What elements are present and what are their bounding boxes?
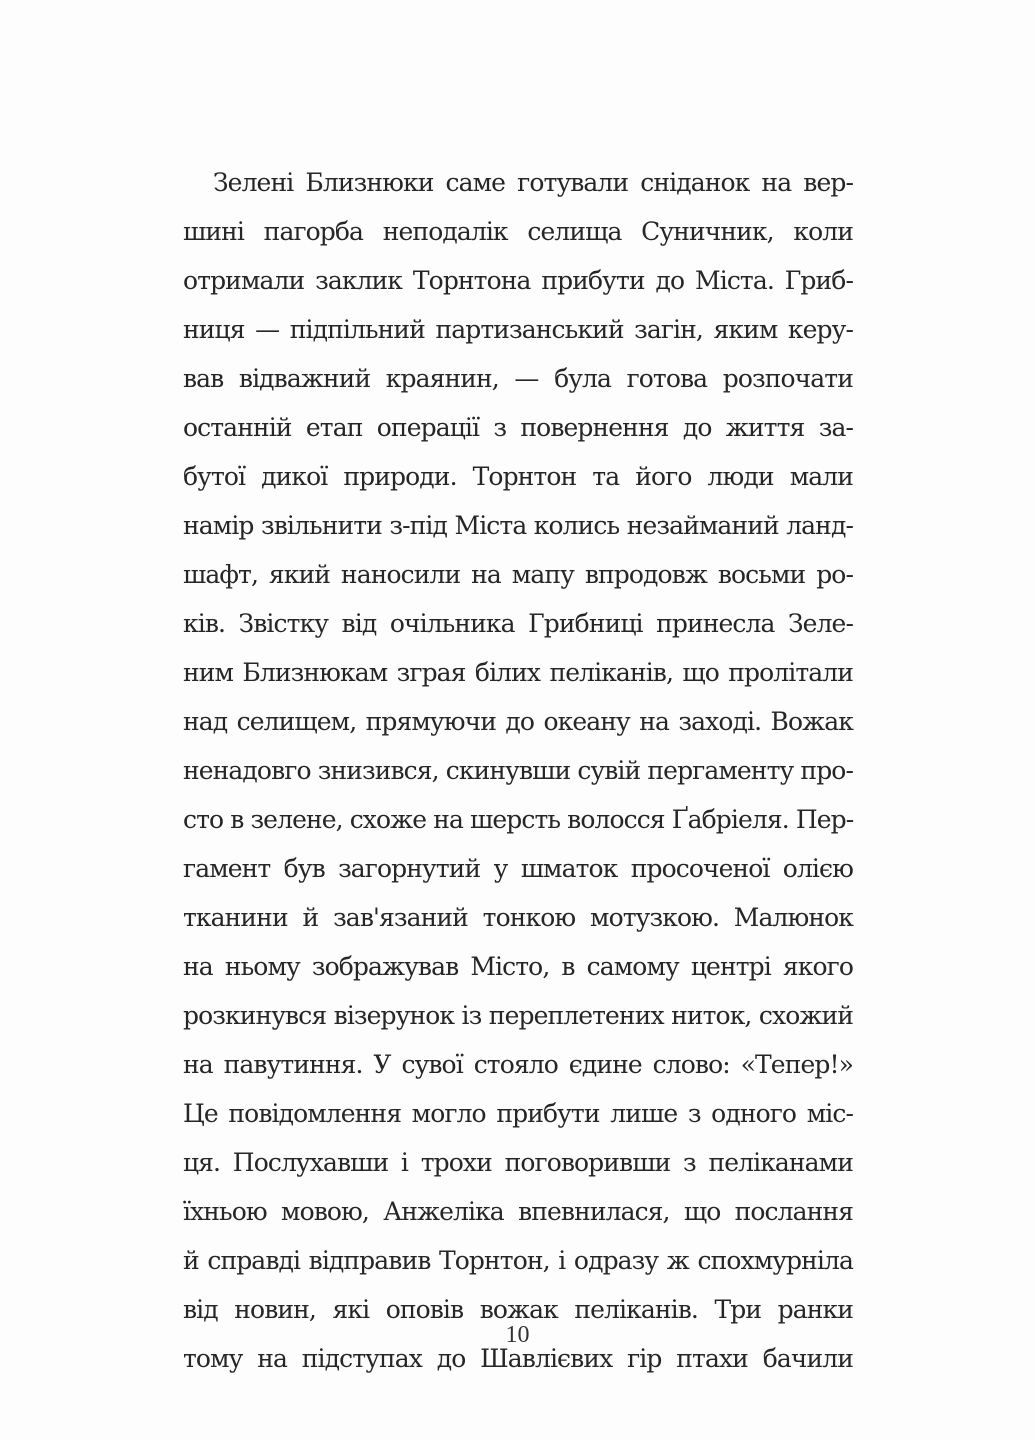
text-line: й справді відправив Торнтон, і одразу ж спохмурніла xyxy=(183,1246,853,1275)
text-line: ця. Послухавши і трохи поговоривши з пеліканами xyxy=(183,1148,853,1177)
text-line: на ньому зображував Місто, в самому центрі якого xyxy=(183,952,853,981)
text-line: шафт, який наносили на мапу впродовж восьми ро- xyxy=(183,560,853,589)
page-number: 10 xyxy=(505,1322,530,1348)
text-line: над селищем, прямуючи до океану на заході. Вожак xyxy=(183,707,853,736)
text-line: отримали заклик Торнтона прибути до Міста. Гриб- xyxy=(183,266,853,295)
text-line: тому на підступах до Шавлієвих гір птахи бачили xyxy=(183,1344,853,1373)
text-line: їхньою мовою, Анжеліка впевнилася, що послання xyxy=(183,1197,853,1226)
text-line: ненадовго знизився, скинувши сувій пергаменту про- xyxy=(183,756,853,785)
body-paragraph xyxy=(183,158,853,1383)
text-line: ків. Звістку від очільника Грибниці принесла Зеле- xyxy=(183,609,853,638)
text-line: розкинувся візерунок із переплетених ниток, схожий xyxy=(183,1001,853,1030)
text-line: ниця — підпільний партизанський загін, яким керу- xyxy=(183,315,853,344)
text-line: Зелені Близнюки саме готували сніданок на вер- xyxy=(213,168,853,197)
text-line: від новин, які оповів вожак пеліканів. Три ранки xyxy=(183,1295,853,1324)
text-line: Це повідомлення могло прибути лише з одного міс- xyxy=(183,1099,853,1128)
text-line: тканини й зав'язаний тонкою мотузкою. Малюнок xyxy=(183,903,853,932)
text-line: останній етап операції з повернення до життя за- xyxy=(183,413,853,442)
text-line: на павутиння. У сувої стояло єдине слово: «Тепер!» xyxy=(183,1050,853,1079)
text-line: гамент був загорнутий у шматок просоченої олією xyxy=(183,854,853,883)
text-line: вав відважний краянин, — була готова розпочати xyxy=(183,364,853,393)
text-line: намір звільнити з-під Міста колись незайманий ланд- xyxy=(183,511,853,540)
text-line: бутої дикої природи. Торнтон та його люди мали xyxy=(183,462,853,491)
text-line: шині пагорба неподалік селища Суничник, коли xyxy=(183,217,853,246)
text-line: ним Близнюкам зграя білих пеліканів, що пролітали xyxy=(183,658,853,687)
text-line: сто в зелене, схоже на шерсть волосся Ґабріеля. Пер- xyxy=(183,805,854,834)
